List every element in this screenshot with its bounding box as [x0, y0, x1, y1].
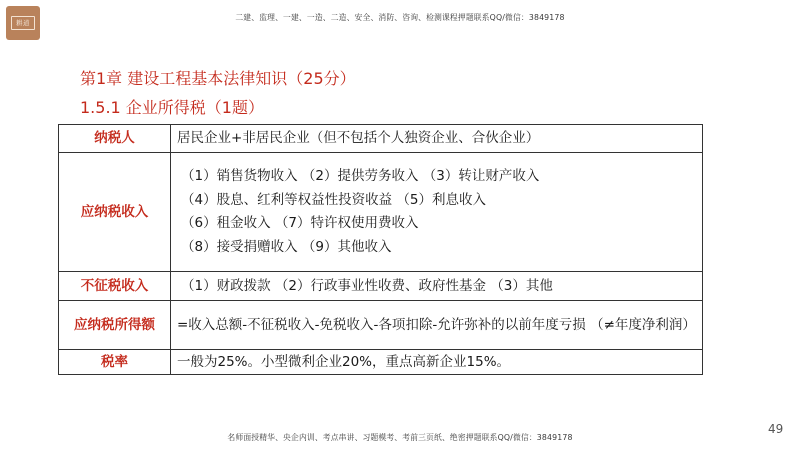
content-line: （4）股息、红利等权益性投资收益 （5）利息收入 — [181, 191, 486, 208]
row-label-taxable-amount: 应纳税所得额 — [59, 301, 171, 350]
content-line: （1）财政拨款 （2）行政事业性收费、政府性基金 （3）其他 — [181, 277, 553, 294]
row-label-taxpayer: 纳税人 — [59, 125, 171, 153]
row-content-taxable-amount — [171, 301, 703, 350]
content-line: （6）租金收入 （7）特许权使用费收入 — [181, 215, 419, 231]
table-row-non-taxable-income — [59, 272, 703, 301]
content-line: 居民企业+非居民企业（但不包括个人独资企业、合伙企业） — [177, 130, 540, 146]
row-label-taxable-income: 应纳税收入 — [59, 153, 171, 272]
row-label-non-taxable-income: 不征税收入 — [59, 272, 171, 301]
chapter-title: 第1章 建设工程基本法律知识（25分） — [80, 69, 356, 88]
header-ad-text: 二建、监理、一建、一造、二造、安全、消防、咨询、检测课程押题联系QQ/微信：3849178 — [235, 13, 565, 22]
row-label-tax-rate: 税率 — [59, 350, 171, 375]
row-content-taxable-income — [171, 153, 703, 272]
tax-table — [58, 124, 703, 375]
table-row-taxable-amount — [59, 301, 703, 350]
table-row-taxpayer — [59, 125, 703, 153]
content-line: （1）销售货物收入 （2）提供劳务收入 （3）转让财产收入 — [181, 168, 540, 184]
row-content-tax-rate — [171, 350, 703, 375]
content-line: =收入总额-不征税收入-免税收入-各项扣除-允许弥补的以前年度亏损 （≠年度净利润） — [177, 316, 696, 333]
page-number: 49 — [768, 422, 784, 436]
row-content-taxpayer — [171, 125, 703, 153]
row-content-non-taxable-income — [171, 272, 703, 301]
table-row-taxable-income — [59, 153, 703, 272]
section-title: 1.5.1 企业所得税（1题） — [80, 98, 264, 117]
content-line: （8）接受捐赠收入 （9）其他收入 — [181, 238, 392, 255]
content-line: 一般为25%。小型微利企业20%，重点高新企业15%。 — [177, 353, 511, 370]
footer-ad-text: 名师面授精华、央企内训、考点串讲、习题模考、考前三页纸、绝密押题联系QQ/微信：3849178 — [227, 433, 573, 442]
logo-text: 耕道 — [11, 16, 35, 30]
table-row-tax-rate — [59, 350, 703, 375]
